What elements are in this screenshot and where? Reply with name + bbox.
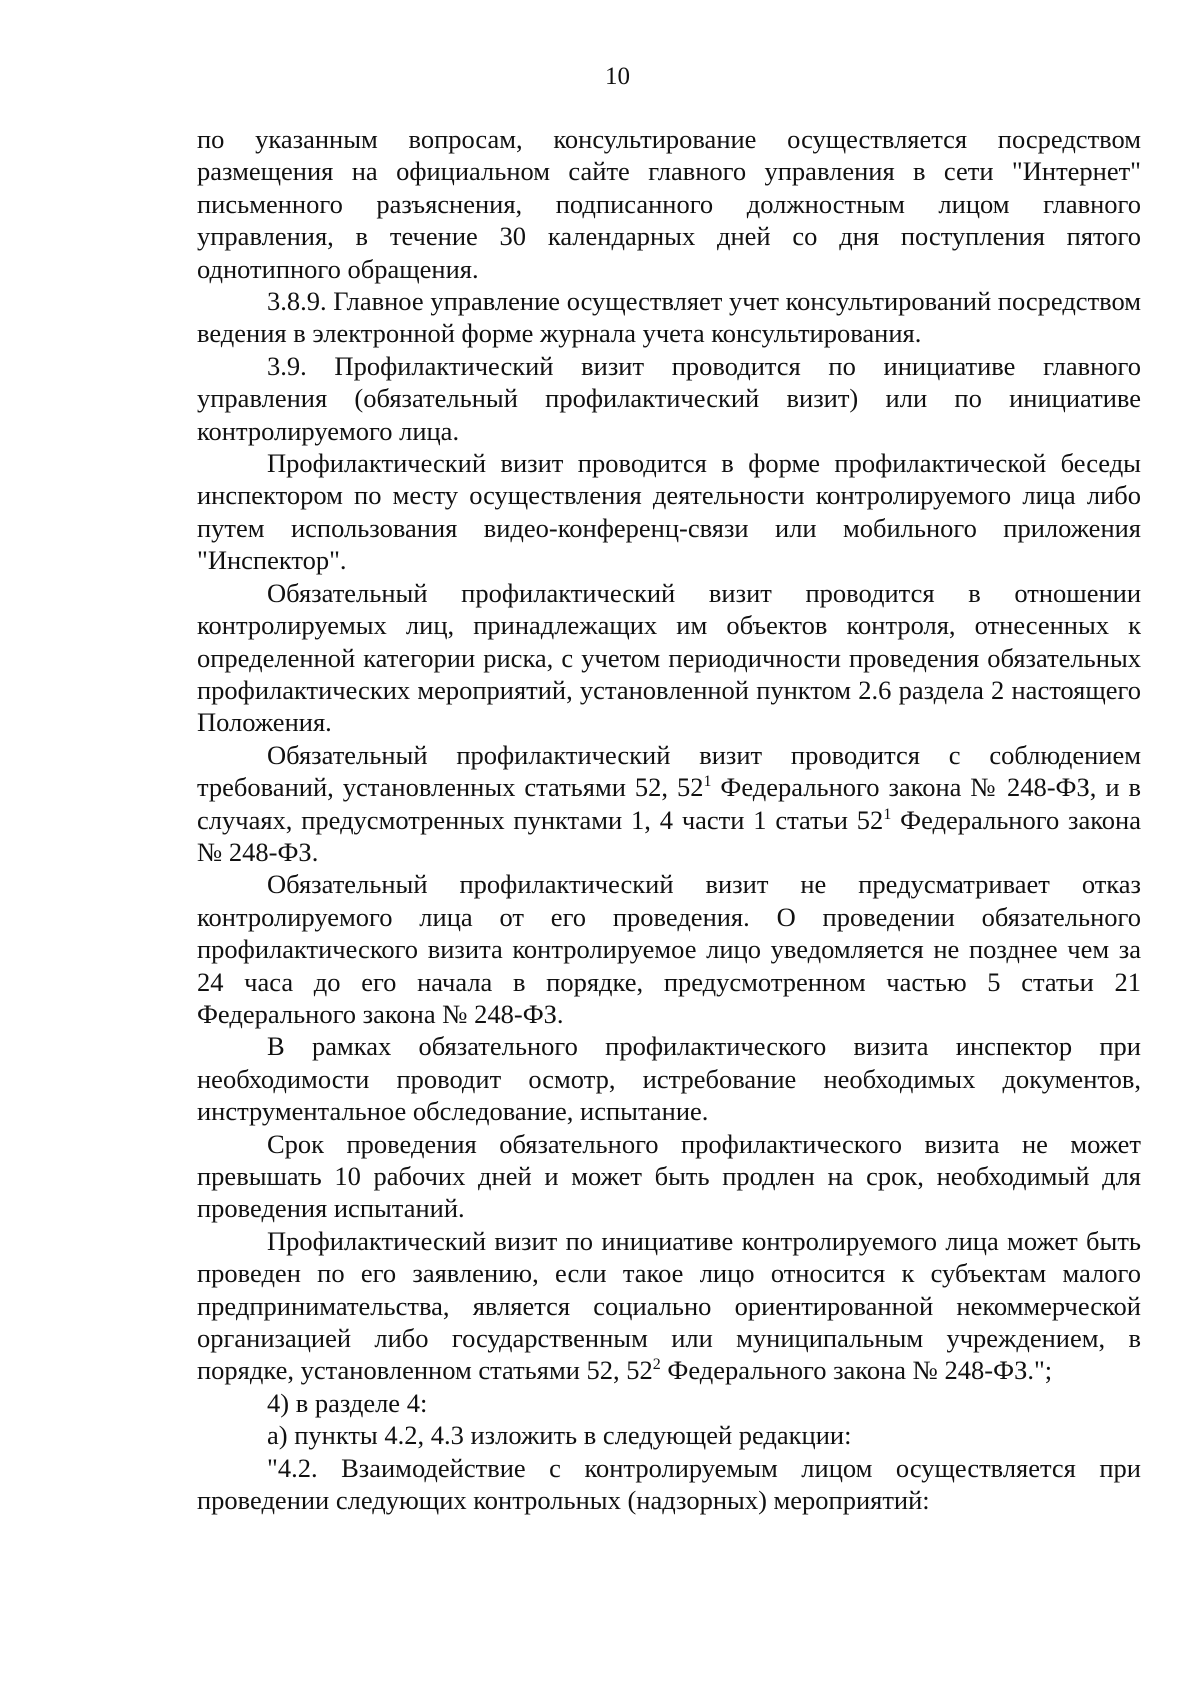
text-segment: Федерального закона № 248-ФЗ.: [197, 804, 1141, 867]
document-body: [197, 123, 1141, 1516]
paragraph-continuation: по указанным вопросам, консультирование осуществляется посредством размещения на официальном сайте главного управления в сети "Интернет" письменного разъяснения, подписанного должностным лицом главного управления, в течение 30 календарных дней со дня поступления пятого однотипного обращения.: [197, 124, 1141, 284]
text-segment: Федерального закона № 248-ФЗ.";: [660, 1355, 1053, 1386]
paragraph-initiative-visit: [197, 1225, 1141, 1387]
text-segment: Федерального закона № 248-ФЗ, и в случаях, предусмотренных пунктами 1, 4 части 1 статьи 52: [197, 772, 1141, 835]
paragraph-3-8-9: 3.8.9. Главное управление осуществляет учет консультирований посредством ведения в электронной форме журнала учета консультирования.: [197, 286, 1141, 349]
paragraph-items-4-2-4-3: а) пункты 4.2, 4.3 изложить в следующей редакции:: [267, 1420, 852, 1451]
paragraph-mandatory-visit-scope: Обязательный профилактический визит проводится в отношении контролируемых лиц, принадлежащих им объектов контроля, отнесенных к определенной категории риска, с учетом периодичности проведения обязательных профилактических мероприятий, установленной пунктом 2.6 раздела 2 настоящего Положения.: [197, 577, 1141, 738]
page-number: 10: [605, 63, 630, 90]
paragraph-no-refusal: Обязательный профилактический визит не предусматривает отказ контролируемого лица от его проведения. О проведении обязательного профилактического визита контролируемое лицо уведомляется не позднее чем за 24 часа до его начала в порядке, предусмотренном частью 5 статьи 21 Федерального закона № 248-ФЗ.: [197, 869, 1141, 1029]
superscript: 2: [652, 1356, 661, 1374]
paragraph-3-9: 3.9. Профилактический визит проводится по инициативе главного управления (обязательный профилактический визит) или по инициативе контролируемого лица.: [197, 350, 1141, 446]
superscript: 1: [883, 805, 892, 823]
paragraph-4-2: "4.2. Взаимодействие с контролируемым лицом осуществляется при проведении следующих контрольных (надзорных) мероприятий:: [197, 1452, 1141, 1516]
text-segment: Профилактический визит по инициативе контролируемого лица может быть проведен по его заявлению, если такое лицо относится к субъектам малого предпринимательства, является социально ориентированной некоммерческой организацией либо государственным или муниципальным учреждением, в порядке, установленном статьями 52, 52: [197, 1225, 1141, 1386]
paragraph-visit-form: Профилактический визит проводится в форме профилактической беседы инспектором по месту осуществления деятельности контролируемого лица либо путем использования видео-конференц-связи или мобильного приложения "Инспектор".: [197, 448, 1141, 576]
paragraph-mandatory-visit-requirements: [197, 739, 1141, 869]
paragraph-section-4: 4) в разделе 4:: [267, 1387, 428, 1418]
superscript: 1: [703, 773, 712, 791]
text-segment: Обязательный профилактический визит проводится с соблюдением требований, установленных статьями 52, 52: [197, 739, 1141, 803]
paragraph-inspection-actions: В рамках обязательного профилактического визита инспектор при необходимости проводит осмотр, истребование необходимых документов, инструментальное обследование, испытание.: [197, 1031, 1141, 1127]
paragraph-duration: Срок проведения обязательного профилактического визита не может превышать 10 рабочих дней и может быть продлен на срок, необходимый для проведения испытаний.: [197, 1128, 1141, 1224]
